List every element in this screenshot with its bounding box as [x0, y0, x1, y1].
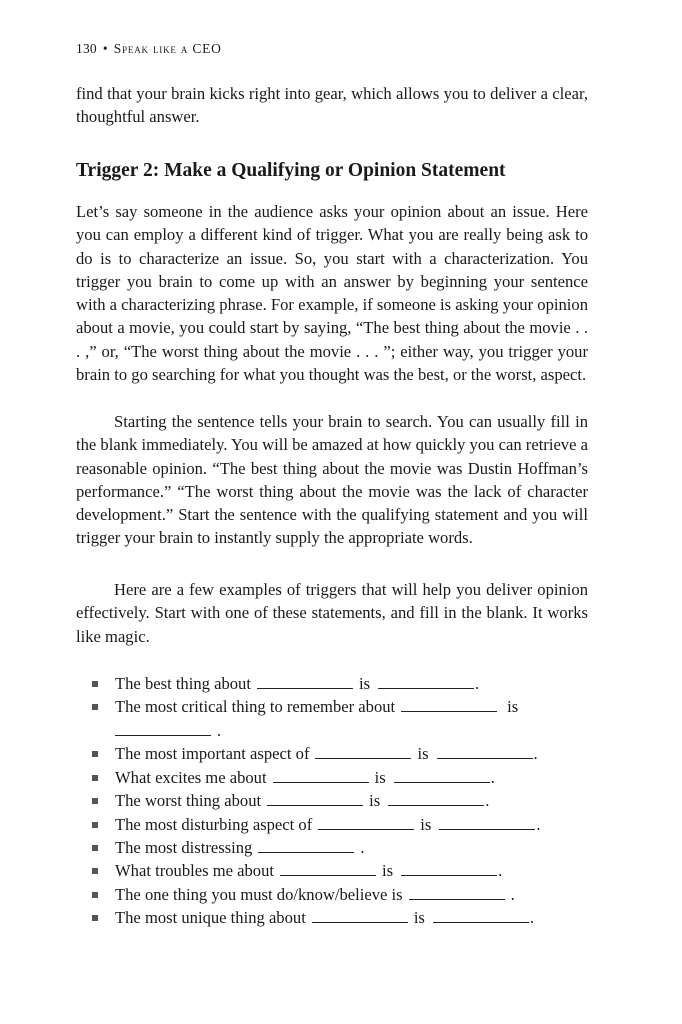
fill-in-blank — [439, 815, 535, 830]
fill-in-blank — [257, 674, 353, 689]
list-item: The most critical thing to remember about is . — [92, 695, 592, 742]
square-bullet-icon — [92, 775, 98, 781]
book-title: Speak like a CEO — [113, 41, 222, 56]
fill-in-blank — [318, 815, 414, 830]
fill-in-blank — [273, 768, 369, 783]
running-header — [76, 41, 222, 57]
fill-in-blank — [409, 885, 505, 900]
fill-in-blank — [437, 744, 533, 759]
square-bullet-icon — [92, 751, 98, 757]
fill-in-blank — [388, 791, 484, 806]
list-item: What troubles me about is . — [92, 859, 592, 882]
list-item: The most distressing . — [92, 836, 592, 859]
body-paragraph-1: Let’s say someone in the audience asks your opinion about an issue. Here you can employ a different kind of trigger. What you are really being ask to do is to characterize an issue. So, you start with a characterization. You trigger you brain to come up with an answer by beginning your sentence with a characterizing phrase. For example, if someone is asking your opinion about a movie, you could start by saying, “The best thing about the movie . . . ,” or, “The worst thing about the movie . . . ”; either way, you trigger your brain to go searching for what you thought was the best, or the worst, aspect. — [76, 202, 588, 385]
list-item: The one thing you must do/know/believe is . — [92, 883, 592, 906]
fill-in-blank — [401, 697, 497, 712]
section-heading: Trigger 2: Make a Qualifying or Opinion Statement — [76, 160, 506, 181]
square-bullet-icon — [92, 704, 98, 710]
square-bullet-icon — [92, 681, 98, 687]
square-bullet-icon — [92, 822, 98, 828]
fill-in-blank — [433, 908, 529, 923]
fill-in-blank — [394, 768, 490, 783]
square-bullet-icon — [92, 892, 98, 898]
fill-in-blank — [312, 908, 408, 923]
square-bullet-icon — [92, 845, 98, 851]
fill-in-blank — [115, 721, 211, 736]
fill-in-blank — [258, 838, 354, 853]
square-bullet-icon — [92, 868, 98, 874]
trigger-list — [92, 672, 592, 930]
body-paragraph-2: Starting the sentence tells your brain to search. You can usually fill in the blank immediately. You will be amazed at how quickly you can retrieve a reasonable opinion. “The best thing about the movie was Dustin Hoffman’s performance.” “The worst thing about the movie was the lack of character development.” Start the sentence with the qualifying statement and you will trigger your brain to instantly supply the appropriate words. — [76, 412, 588, 548]
fill-in-blank — [280, 861, 376, 876]
page-number: 130 — [76, 41, 97, 56]
intro-paragraph: find that your brain kicks right into gear, which allows you to deliver a clear, thoughtful answer. — [76, 84, 588, 127]
list-item: The most disturbing aspect of is . — [92, 813, 592, 836]
fill-in-blank — [315, 744, 411, 759]
fill-in-blank — [267, 791, 363, 806]
fill-in-blank — [378, 674, 474, 689]
list-item: What excites me about is . — [92, 766, 592, 789]
list-item: The most important aspect of is . — [92, 742, 592, 765]
square-bullet-icon — [92, 798, 98, 804]
header-separator: • — [102, 41, 108, 56]
square-bullet-icon — [92, 915, 98, 921]
list-item: The best thing about is . — [92, 672, 592, 695]
fill-in-blank — [401, 861, 497, 876]
list-item: The most unique thing about is . — [92, 906, 592, 929]
list-item: The worst thing about is . — [92, 789, 592, 812]
body-paragraph-3: Here are a few examples of triggers that will help you deliver opinion effectively. Start with one of these statements, and fill in the blank. It works like magic. — [76, 580, 588, 646]
